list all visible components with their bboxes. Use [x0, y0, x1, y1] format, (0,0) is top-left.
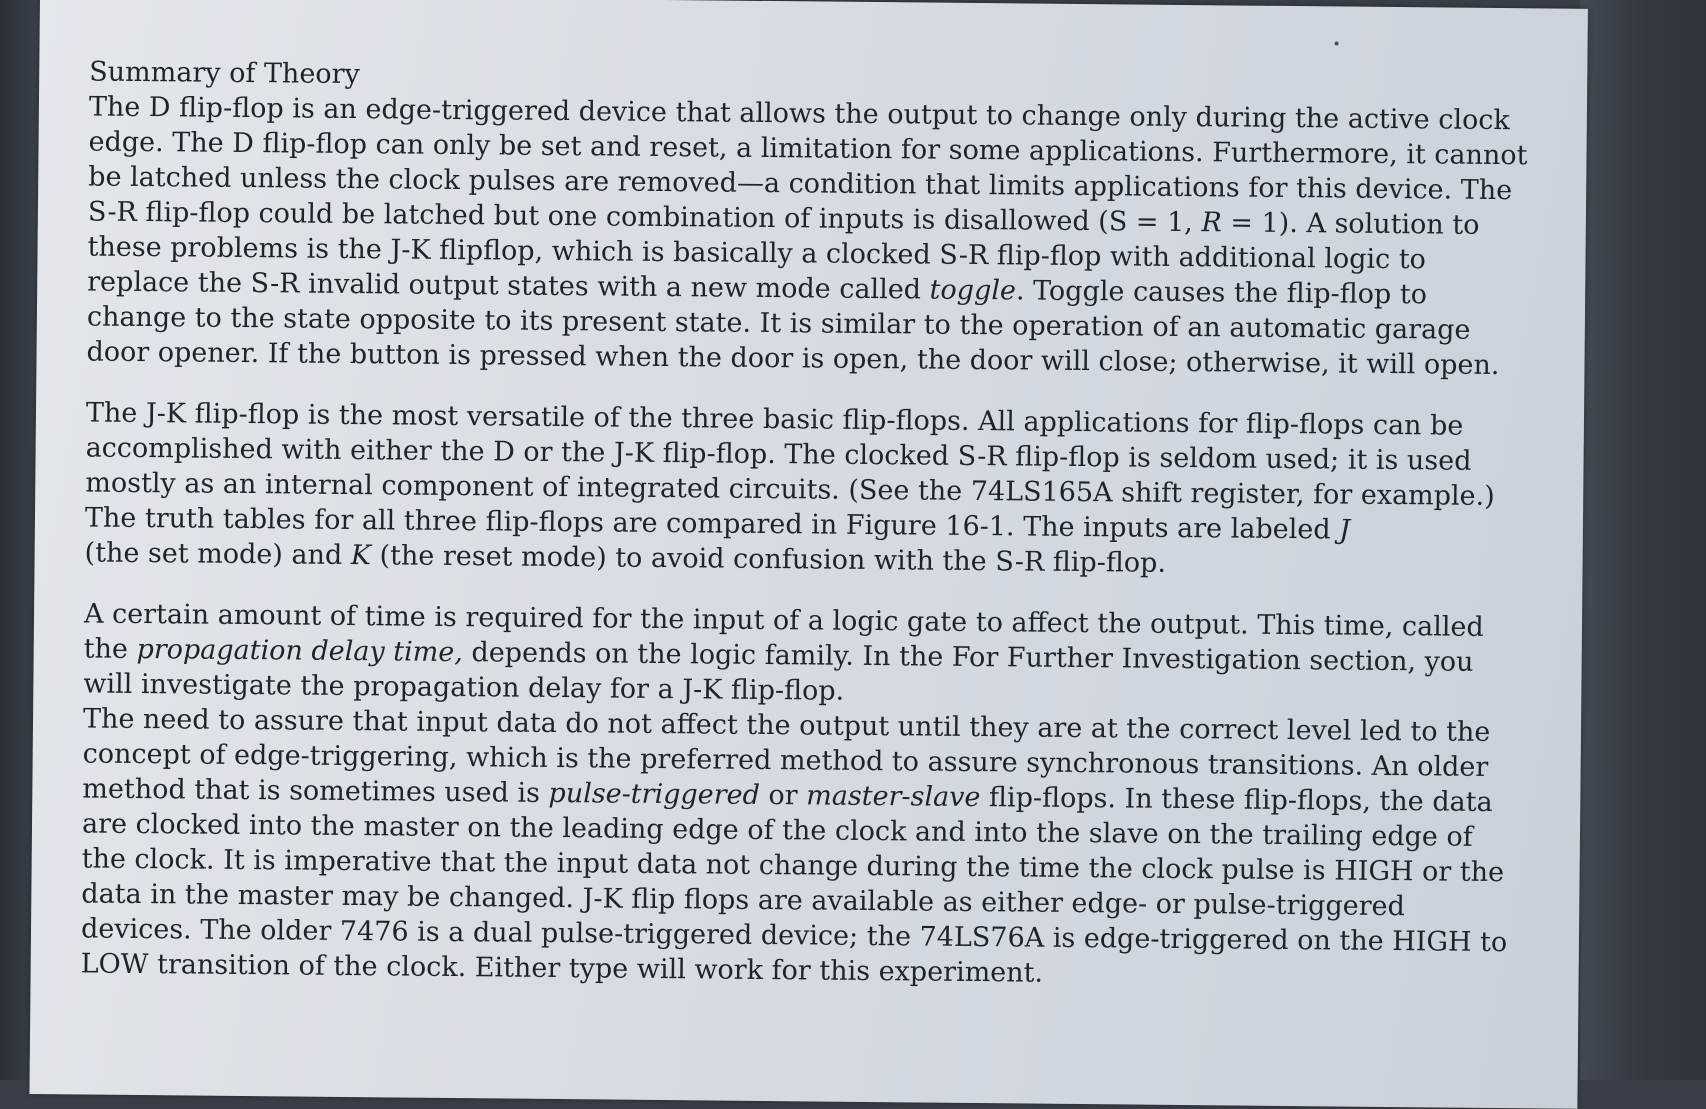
italic-term: R	[1201, 207, 1222, 239]
text-run: A certain amount of time is required for the input of a logic gate to affect the output. This time, called the	[83, 598, 1484, 665]
italic-term: J	[1339, 514, 1351, 546]
italic-term: K	[350, 540, 372, 572]
text-run: The J-K flip-flop is the most versatile of the three basic flip-flops. All applications for flip-flops can be accomplished with either the D or the J-K flip-flop. The clocked S-R flip-flop is seldom used; it is used mostly as an internal component of integrated circuits. (See the 74LS165A shift register, for example.) The truth tables for all three flip-flops are compared in Figure 16-1. The inputs are labeled	[84, 397, 1495, 546]
document-screen	[29, 0, 1587, 1109]
paragraph-container	[81, 89, 1529, 995]
italic-term: toggle	[929, 274, 1017, 307]
italic-term: master-slave	[806, 780, 981, 814]
section-heading: Summary of Theory	[89, 56, 360, 91]
text-run: depends on the logic family. In the For Further Investigation section, you will investigate the propagation delay for a J-K flip-flop.	[83, 637, 1474, 707]
body-paragraph-4	[81, 701, 1524, 995]
text-run: The D flip-flop is an edge-triggered device that allows the output to change only during the active clock edge. The D flip-flop can only be set and reset, a limitation for some applications. Furthermore, it cannot be latched unless the clock pulses are removed—a condition that limits applications for this device. The S-R flip-flop could be latched but one combination of inputs is disallowed (S = 1,	[87, 91, 1528, 239]
text-run: (the set mode) and	[84, 537, 351, 572]
text-run: The need to assure that input data do not affect the output until they are at the correct level led to the concept of edge-triggering, which is the preferred method to assure synchronous transitions. An older method that is sometimes used is	[82, 703, 1491, 809]
italic-term: pulse-triggered	[548, 777, 761, 811]
italic-term: propagation delay time,	[136, 633, 464, 669]
document-page	[81, 54, 1530, 995]
cursor-dot	[1335, 41, 1339, 45]
body-paragraph-2	[84, 395, 1526, 584]
text-run: . Toggle causes the flip-flop to change to the state opposite to its present state. It is similar to the operation of an automatic garage door opener. If the button is pressed when the door is open, the door will close; otherwise, it will open.	[86, 275, 1500, 382]
body-paragraph-3	[83, 596, 1524, 715]
text-run: flip-flops. In these flip-flops, the data are clocked into the master on the leading edge of the clock and into the slave on the trailing edge of the clock. It is imperative that the input data not change during the time the clock pulse is HIGH or the data in the master may be changed. J-K flip flops are available as either edge- or pulse-triggered devices. The older 7476 is a dual pulse-triggered device; the 74LS76A is edge-triggered on the HIGH to LOW transition of the clock. Either type will work for this experiment.	[80, 782, 1508, 989]
text-run: = 1). A solution to these problems is the J-K flipflop, which is basically a clocked S-R flip-flop with additional logic to replace the S-R invalid output states with a new mode called	[87, 207, 1480, 306]
monitor-bezel-right	[1580, 0, 1706, 1080]
text-run: (the reset mode) to avoid confusion with the S-R flip-flop.	[370, 540, 1167, 579]
body-paragraph-1	[86, 89, 1529, 383]
text-run: or	[759, 779, 807, 812]
